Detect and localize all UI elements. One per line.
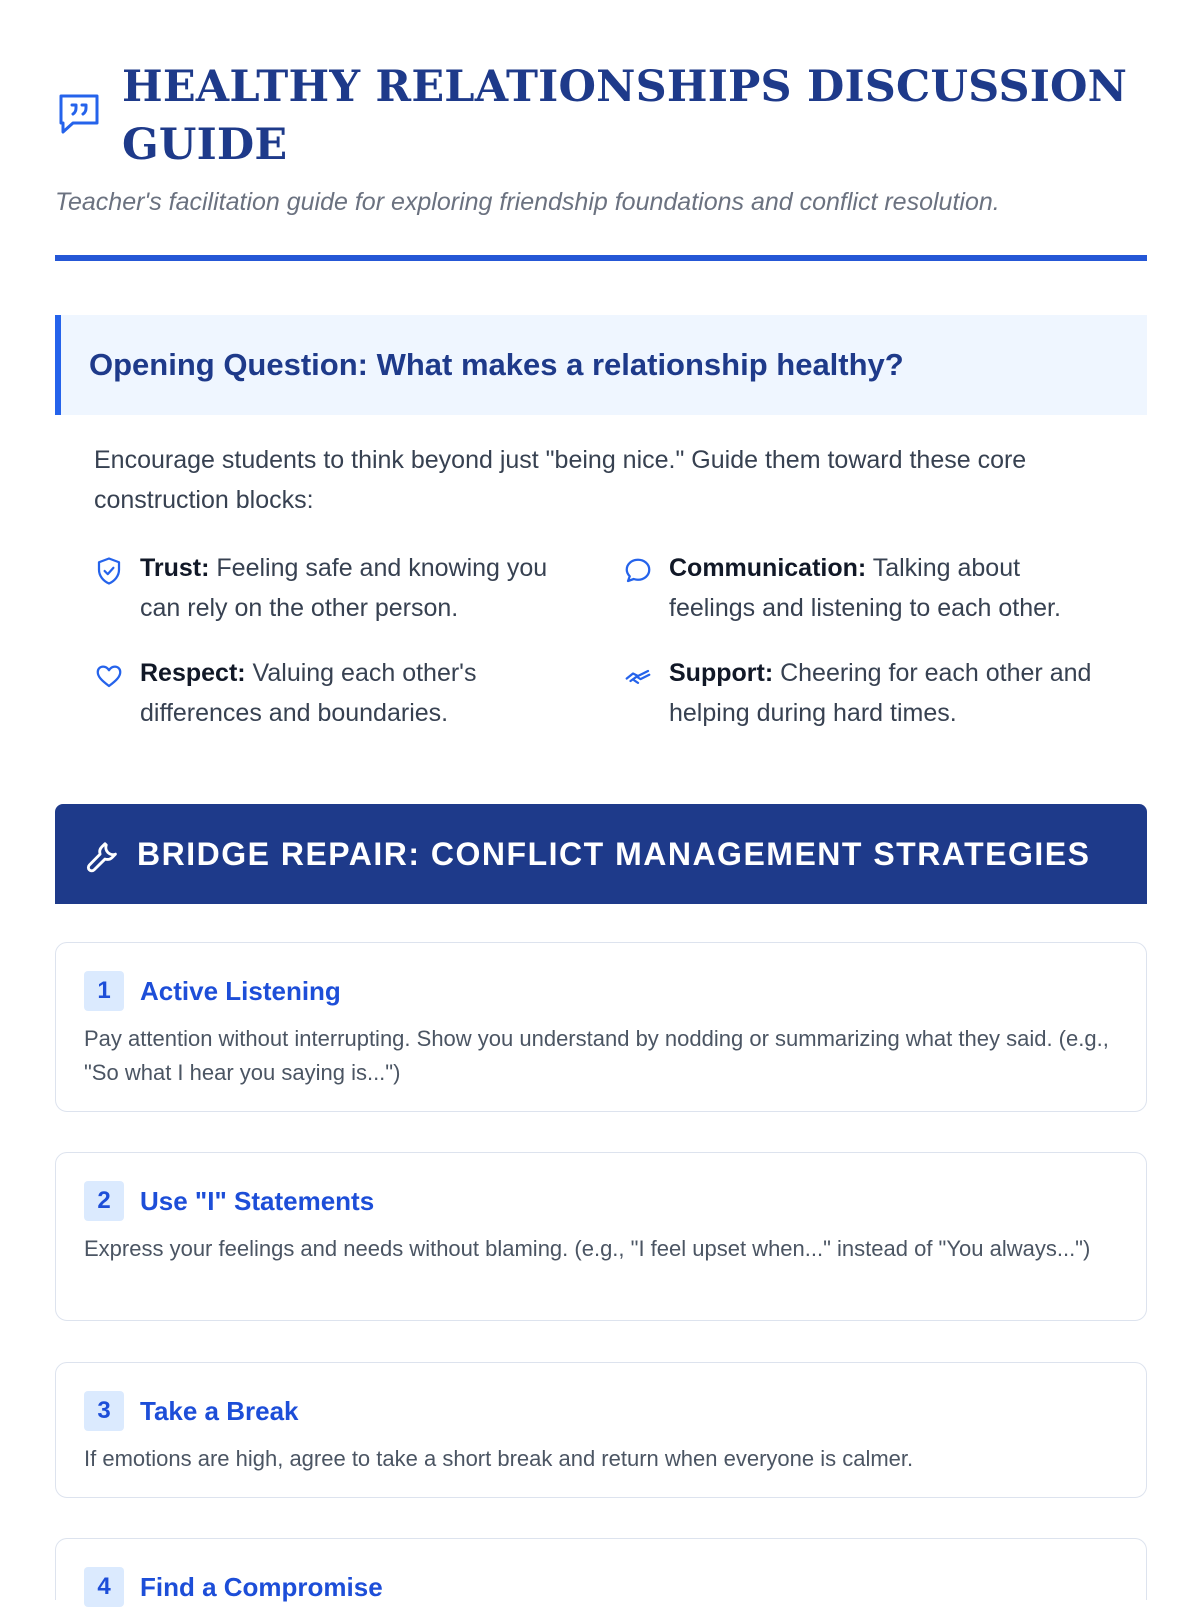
quote-bubble-icon <box>55 90 103 138</box>
pillar-text: Feeling safe and knowing you can rely on the other person. <box>140 554 548 622</box>
strategy-number-badge: 2 <box>84 1181 124 1221</box>
strategy-description: If emotions are high, agree to take a short break and return when everyone is calmer. <box>84 1446 914 1471</box>
wrench-icon <box>83 835 121 873</box>
pillar-respect <box>94 653 584 733</box>
strategy-number-badge: 3 <box>84 1391 124 1431</box>
pillar-trust <box>94 548 584 628</box>
strategy-number-badge: 4 <box>84 1567 124 1607</box>
pillar-text: Valuing each other's differences and boundaries. <box>140 659 477 727</box>
strategy-title: Use "I" Statements <box>140 1185 375 1216</box>
heart-icon <box>94 661 124 691</box>
pillar-text: Talking about feelings and listening to each other. <box>669 554 1061 622</box>
pillar-text: Cheering for each other and helping during hard times. <box>669 659 1092 727</box>
relationship-pillars <box>94 548 1154 738</box>
pillar-term: Respect: <box>140 659 246 687</box>
strategy-title: Active Listening <box>140 975 341 1006</box>
header <box>55 58 1147 174</box>
opening-intro: Encourage students to think beyond just "being nice." Guide them toward these core construction blocks: <box>94 446 1027 514</box>
opening-question-box <box>55 315 1147 415</box>
strategy-number-badge: 1 <box>84 971 124 1011</box>
page-title: HEALTHY RELATIONSHIPS DISCUSSION GUIDE <box>122 62 1128 170</box>
opening-question: Opening Question: What makes a relationship healthy? <box>89 347 904 382</box>
speech-bubble-icon <box>623 556 653 586</box>
pillar-term: Trust: <box>140 554 210 582</box>
handshake-icon <box>623 661 653 691</box>
pillar-term: Communication: <box>669 554 867 582</box>
shield-check-icon <box>94 556 124 586</box>
strategy-description: Express your feelings and needs without blaming. (e.g., "I feel upset when..." instead of "You always...") <box>84 1236 1091 1261</box>
strategy-card <box>55 942 1147 1112</box>
strategy-title: Find a Compromise <box>140 1571 383 1602</box>
strategy-title: Take a Break <box>140 1395 299 1426</box>
strategies-section-header <box>55 804 1147 904</box>
pillar-term: Support: <box>669 659 774 687</box>
header-divider <box>55 255 1147 261</box>
strategies-section-title: BRIDGE REPAIR: CONFLICT MANAGEMENT STRATEGIES <box>137 835 1091 872</box>
pillar-communication <box>623 548 1113 628</box>
strategy-description: Pay attention without interrupting. Show you understand by nodding or summarizing what they said. (e.g., "So what I hear you saying is...") <box>84 1026 1109 1085</box>
pillar-support <box>623 653 1113 733</box>
strategy-card <box>55 1362 1147 1498</box>
strategy-card <box>55 1538 1147 1600</box>
page-subtitle: Teacher's facilitation guide for exploring friendship foundations and conflict resolution. <box>55 188 1000 216</box>
strategy-card <box>55 1152 1147 1321</box>
